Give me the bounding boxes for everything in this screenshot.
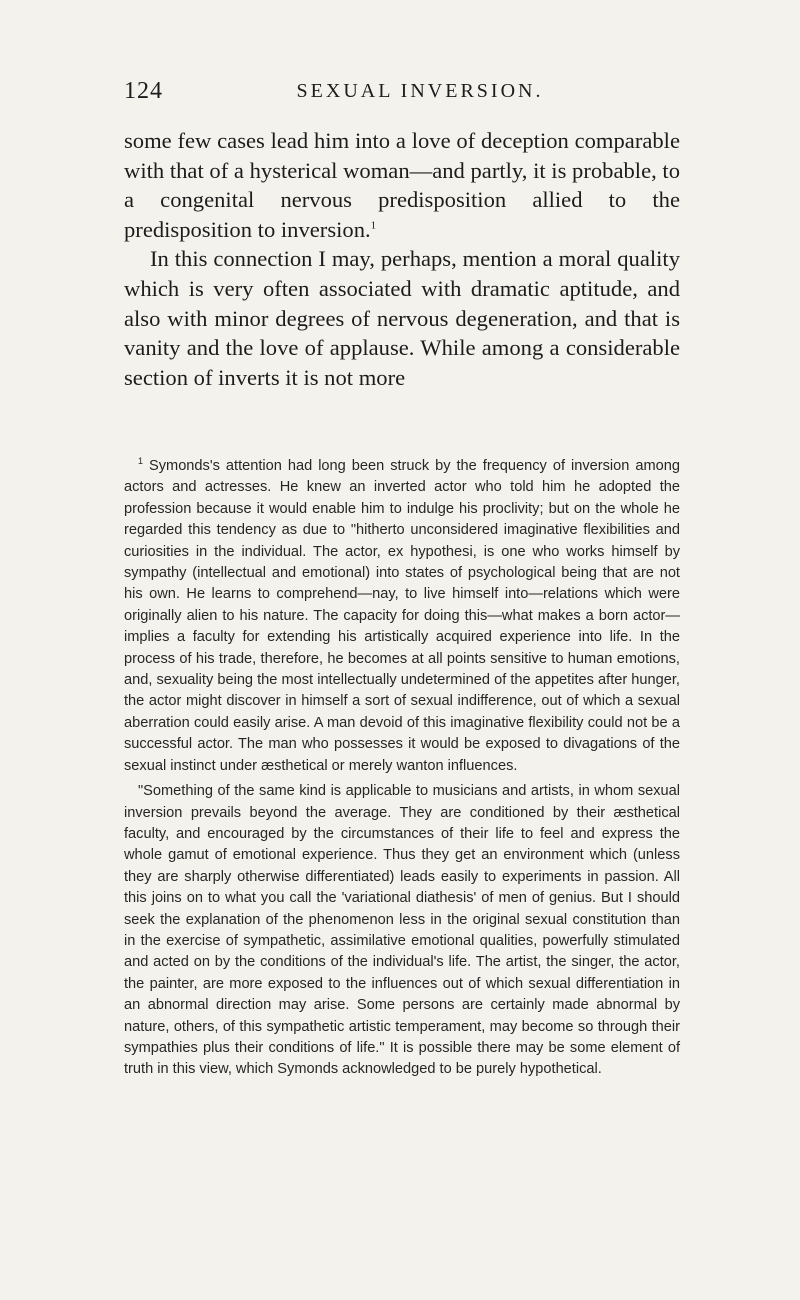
- footnotes: [124, 456, 680, 1081]
- paragraph-2: In this connection I may, perhaps, mention a moral quality which is very often associated with dramatic aptitude, and also with minor degrees of nervous degeneration, and that is vanity and the love of applause. While among a considerable section of inverts it is not more: [124, 246, 680, 390]
- paragraph-1-text: some few cases lead him into a love of deception comparable with that of a hysterical woman—and partly, it is probable, to a congenital nervous predisposition allied to the predisposition to inversion.: [124, 128, 680, 242]
- footnote-1-text: Symonds's attention had long been struck by the frequency of inversion among actors and actresses. He knew an inverted actor who told him he adopted the profession because it would enable him to indulge his proclivity; but on the whole he regarded this tendency as due to "hitherto unconsidered imaginative flexibilities and curiosities in the individual. The actor, ex hypothesi, is one who works himself by sympathy (intellectual and emotional) into states of psychological being that are not his own. He learns to comprehend—nay, to live himself into—relations which were originally alien to his nature. The capacity for doing this—what makes a born actor—implies a faculty for extending his artistically acquired experience into life. In the process of his trade, therefore, he becomes at all points sensitive to human emotions, and, sexuality being the most intellectually undetermined of the appetites after hunger, the actor might discover in himself a sort of sexual indifference, out of which a sexual aberration could easily arise. A man devoid of this imaginative flexibility could not be a successful actor. The man who possesses it would be exposed to divagations of the sexual instinct under æsthetical or merely wanton influences.: [124, 458, 680, 774]
- page-number: 124: [124, 78, 163, 104]
- footnote-continuation: "Something of the same kind is applicable to musicians and artists, in whom sexual inversion prevails beyond the average. They are conditioned by their æsthetical faculty, and encouraged by the circumstances of their life to feel and express the whole gamut of emotional experience. Thus they get an environment which (unless they are sharply otherwise differentiated) leads easily to experiments in passion. All this joins on to what you call the 'variational diathesis' of men of genius. But I should seek the explanation of the phenomenon less in the original sexual constitution than in the exercise of sympathetic, assimilative emotional qualities, powerfully stimulated and acted on by the conditions of the individual's life. The artist, the singer, the actor, the painter, are more exposed to the influences out of which sexual differentiation in an abnormal direction may arise. Some persons are certainly made abnormal by nature, others, of this sympathetic artistic temperament, may become so through their sympathies plus their conditions of life." It is possible there may be some element of truth in this view, which Symonds acknowledged to be purely hypothetical.: [124, 783, 680, 1078]
- footnote-marker: 1: [138, 456, 144, 467]
- running-head: [124, 78, 676, 108]
- footnote-1: [124, 456, 680, 777]
- running-title: SEXUAL INVERSION.: [296, 80, 544, 102]
- paragraph-1: [124, 126, 680, 244]
- footnote-reference: 1: [370, 219, 377, 232]
- main-text: [124, 126, 680, 392]
